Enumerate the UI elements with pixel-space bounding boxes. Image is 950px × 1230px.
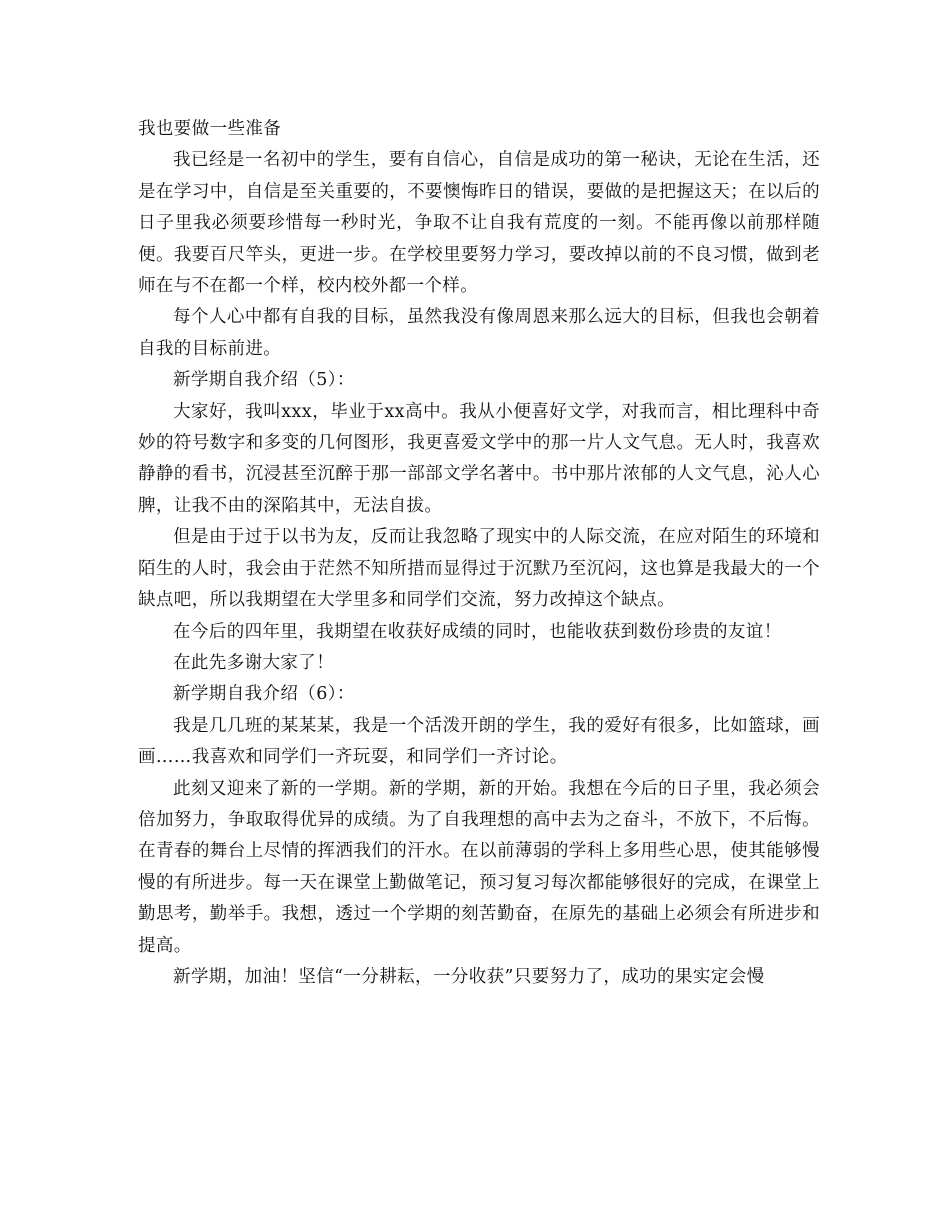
paragraph-heading: 我也要做一些准备	[138, 119, 282, 139]
paragraph: 我是几几班的某某某，我是一个活泼开朗的学生，我的爱好有很多，比如篮球，画画……我喜欢和同学们一齐玩耍，和同学们一齐讨论。	[138, 715, 820, 768]
document-body	[138, 114, 820, 993]
section-heading: 新学期自我介绍（5）：	[173, 370, 355, 391]
paragraph: 我已经是一名初中的学生，要有自信心，自信是成功的第一秘诀，无论在生活，还是在学习中，自信是至关重要的，不要懊悔昨日的错误，要做的是把握这天；在以后的日子里我必须要珍惜每一秒时光，争取不让自我有荒度的一刻。不能再像以前那样随便。我要百尺竿头，更进一步。在学校里要努力学习，要改掉以前的不良习惯，做到老师在与不在都一个样，校内校外都一个样。	[138, 150, 820, 297]
paragraph: 此刻又迎来了新的一学期。新的学期，新的开始。我想在今后的日子里，我必须会倍加努力，争取取得优异的成绩。为了自我理想的高中去为之奋斗，不放下，不后悔。在青春的舞台上尽情的挥洒我们的汗水。在以前薄弱的学科上多用些心思，使其能够慢慢的有所进步。每一天在课堂上勤做笔记，预习复习每次都能够很好的完成，在课堂上勤思考，勤举手。我想，透过一个学期的刻苦勤奋，在原先的基础上必须会有所进步和提高。	[138, 778, 820, 956]
paragraph: 每个人心中都有自我的目标，虽然我没有像周恩来那么远大的目标，但我也会朝着自我的目标前进。	[138, 307, 820, 359]
paragraph: 大家好，我叫xxx，毕业于xx高中。我从小便喜好文学，对我而言，相比理科中奇妙的符号数字和多变的几何图形，我更喜爱文学中的那一片人文气息。无人时，我喜欢静静的看书，沉浸甚至沉醉于那一部部文学名著中。书中那片浓郁的人文气息，沁人心脾，让我不由的深陷其中，无法自拔。	[138, 401, 820, 516]
paragraph: 在今后的四年里，我期望在收获好成绩的同时，也能收获到数份珍贵的友谊！	[173, 621, 782, 642]
paragraph: 新学期，加油！坚信“一分耕耘，一分收获”只要努力了，成功的果实定会慢	[173, 966, 765, 987]
paragraph: 在此先多谢大家了！	[173, 652, 335, 673]
paragraph: 但是由于过于以书为友，反而让我忽略了现实中的人际交流，在应对陌生的环境和陌生的人时，我会由于茫然不知所措而显得过于沉默乃至沉闷，这也算是我最大的一个缺点吧，所以我期望在大学里多和同学们交流，努力改掉这个缺点。	[138, 527, 820, 611]
section-heading: 新学期自我介绍（6）：	[173, 684, 355, 705]
